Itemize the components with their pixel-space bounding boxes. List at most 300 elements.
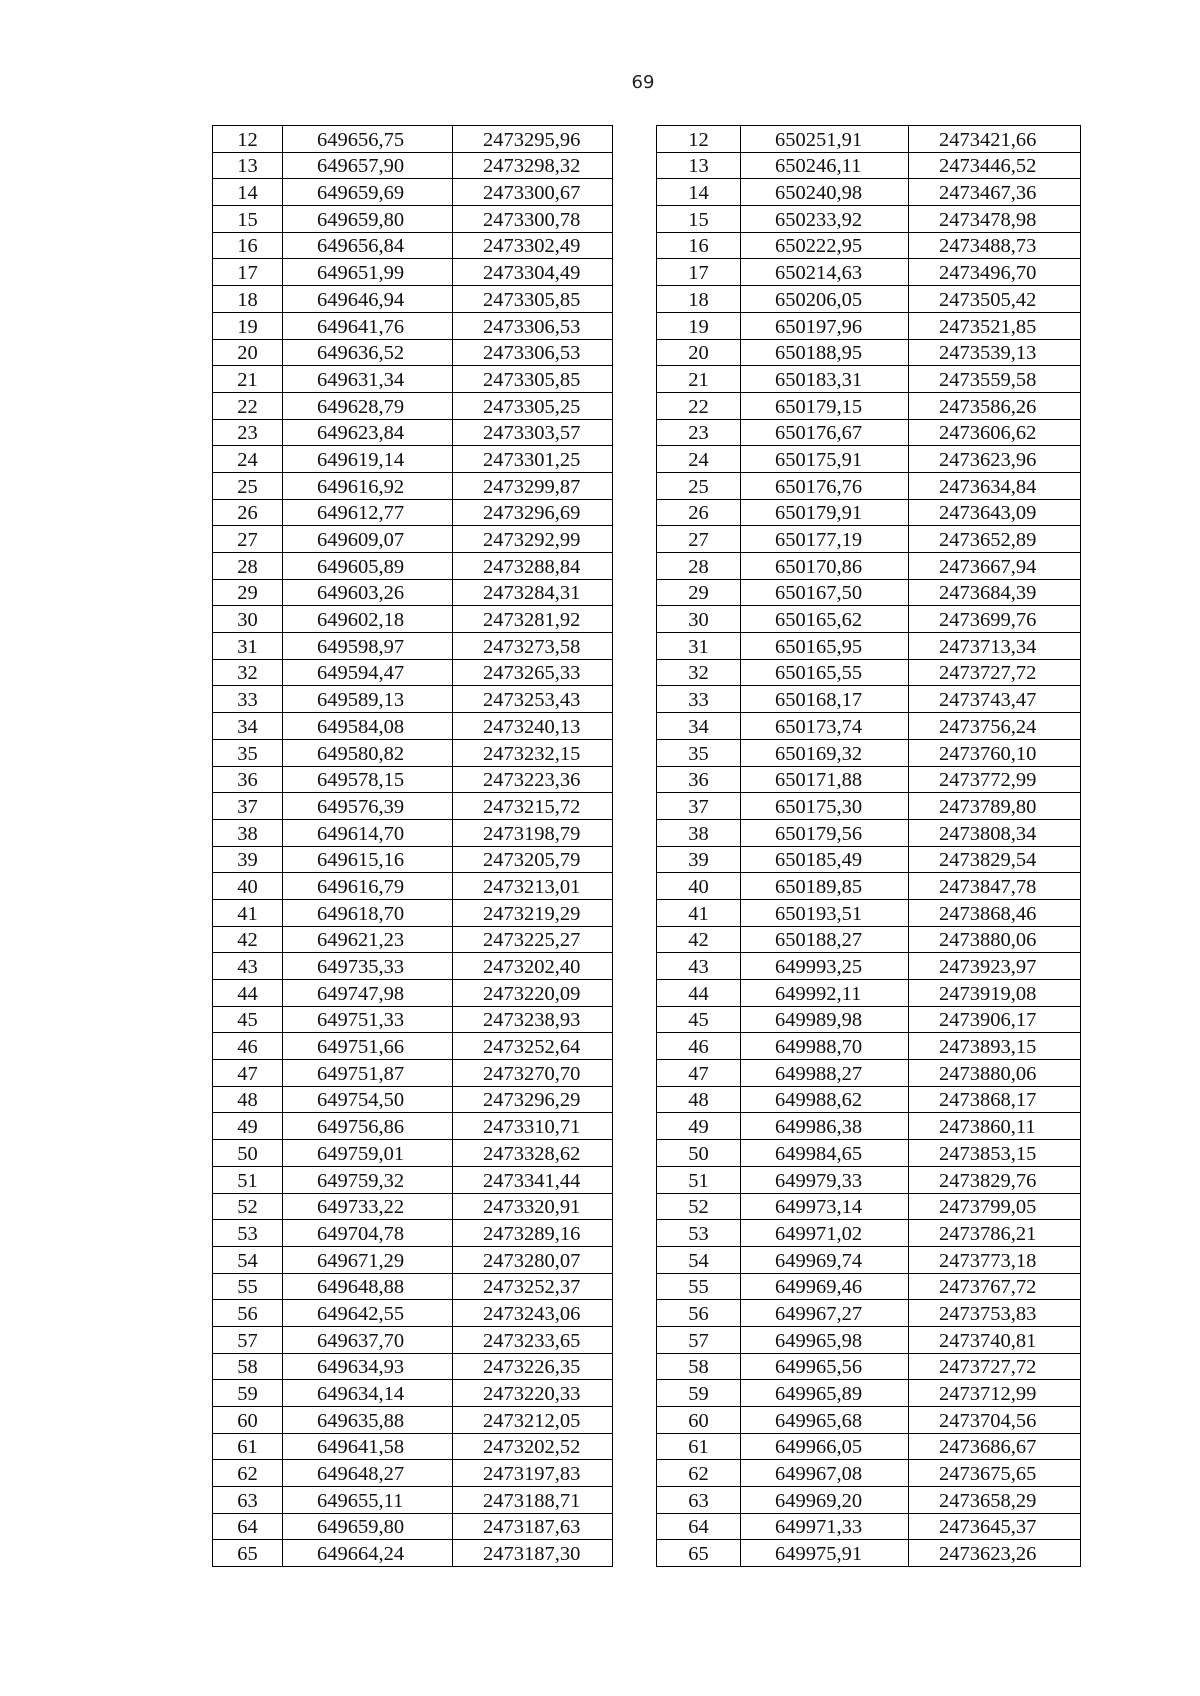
- left-x-coordinate: 649659,80: [283, 1513, 453, 1540]
- column-gap: [613, 472, 657, 499]
- right-y-coordinate: 2473667,94: [909, 553, 1081, 580]
- column-gap: [613, 1407, 657, 1434]
- left-y-coordinate: 2473226,35: [453, 1353, 613, 1380]
- right-point-number: 53: [657, 1220, 741, 1247]
- right-x-coordinate: 649992,11: [741, 980, 909, 1007]
- right-y-coordinate: 2473880,06: [909, 926, 1081, 953]
- left-point-number: 52: [213, 1193, 283, 1220]
- right-point-number: 21: [657, 366, 741, 393]
- left-x-coordinate: 649616,79: [283, 873, 453, 900]
- left-y-coordinate: 2473341,44: [453, 1166, 613, 1193]
- left-x-coordinate: 649618,70: [283, 899, 453, 926]
- left-point-number: 62: [213, 1460, 283, 1487]
- right-point-number: 49: [657, 1113, 741, 1140]
- table-row: [213, 526, 1081, 553]
- table-row: [213, 713, 1081, 740]
- left-point-number: 38: [213, 819, 283, 846]
- column-gap: [613, 206, 657, 233]
- table-row: [213, 980, 1081, 1007]
- left-y-coordinate: 2473328,62: [453, 1140, 613, 1167]
- column-gap: [613, 419, 657, 446]
- right-point-number: 37: [657, 793, 741, 820]
- column-gap: [613, 633, 657, 660]
- left-y-coordinate: 2473202,40: [453, 953, 613, 980]
- right-x-coordinate: 649967,27: [741, 1300, 909, 1327]
- left-y-coordinate: 2473300,78: [453, 206, 613, 233]
- right-x-coordinate: 650179,15: [741, 392, 909, 419]
- left-y-coordinate: 2473253,43: [453, 686, 613, 713]
- right-y-coordinate: 2473713,34: [909, 633, 1081, 660]
- table-row: [213, 633, 1081, 660]
- left-x-coordinate: 649671,29: [283, 1246, 453, 1273]
- right-point-number: 43: [657, 953, 741, 980]
- right-x-coordinate: 650173,74: [741, 713, 909, 740]
- table-row: [213, 926, 1081, 953]
- left-y-coordinate: 2473303,57: [453, 419, 613, 446]
- right-y-coordinate: 2473919,08: [909, 980, 1081, 1007]
- right-point-number: 64: [657, 1513, 741, 1540]
- right-y-coordinate: 2473727,72: [909, 1353, 1081, 1380]
- left-y-coordinate: 2473289,16: [453, 1220, 613, 1247]
- right-point-number: 30: [657, 606, 741, 633]
- right-y-coordinate: 2473521,85: [909, 312, 1081, 339]
- left-y-coordinate: 2473284,31: [453, 579, 613, 606]
- right-point-number: 15: [657, 206, 741, 233]
- table-row: [213, 312, 1081, 339]
- left-x-coordinate: 649759,32: [283, 1166, 453, 1193]
- right-x-coordinate: 649984,65: [741, 1140, 909, 1167]
- right-x-coordinate: 650246,11: [741, 152, 909, 179]
- left-y-coordinate: 2473306,53: [453, 312, 613, 339]
- column-gap: [613, 659, 657, 686]
- right-y-coordinate: 2473853,15: [909, 1140, 1081, 1167]
- left-x-coordinate: 649621,23: [283, 926, 453, 953]
- right-point-number: 25: [657, 472, 741, 499]
- left-point-number: 19: [213, 312, 283, 339]
- right-x-coordinate: 649988,27: [741, 1060, 909, 1087]
- column-gap: [613, 1487, 657, 1514]
- right-x-coordinate: 650179,56: [741, 819, 909, 846]
- right-point-number: 54: [657, 1246, 741, 1273]
- left-x-coordinate: 649646,94: [283, 286, 453, 313]
- left-point-number: 39: [213, 846, 283, 873]
- left-point-number: 16: [213, 232, 283, 259]
- right-y-coordinate: 2473586,26: [909, 392, 1081, 419]
- right-point-number: 20: [657, 339, 741, 366]
- right-x-coordinate: 650176,67: [741, 419, 909, 446]
- right-x-coordinate: 650169,32: [741, 739, 909, 766]
- table-row: [213, 446, 1081, 473]
- left-x-coordinate: 649733,22: [283, 1193, 453, 1220]
- left-y-coordinate: 2473273,58: [453, 633, 613, 660]
- left-x-coordinate: 649641,58: [283, 1433, 453, 1460]
- left-y-coordinate: 2473301,25: [453, 446, 613, 473]
- left-x-coordinate: 649656,84: [283, 232, 453, 259]
- left-y-coordinate: 2473281,92: [453, 606, 613, 633]
- right-y-coordinate: 2473658,29: [909, 1487, 1081, 1514]
- column-gap: [613, 1086, 657, 1113]
- column-gap: [613, 739, 657, 766]
- column-gap: [613, 579, 657, 606]
- left-y-coordinate: 2473198,79: [453, 819, 613, 846]
- column-gap: [613, 766, 657, 793]
- left-x-coordinate: 649589,13: [283, 686, 453, 713]
- right-y-coordinate: 2473623,96: [909, 446, 1081, 473]
- left-x-coordinate: 649584,08: [283, 713, 453, 740]
- left-y-coordinate: 2473219,29: [453, 899, 613, 926]
- left-point-number: 53: [213, 1220, 283, 1247]
- left-point-number: 21: [213, 366, 283, 393]
- right-point-number: 38: [657, 819, 741, 846]
- left-x-coordinate: 649751,66: [283, 1033, 453, 1060]
- table-row: [213, 206, 1081, 233]
- right-point-number: 44: [657, 980, 741, 1007]
- left-y-coordinate: 2473238,93: [453, 1006, 613, 1033]
- table-row: [213, 1193, 1081, 1220]
- column-gap: [613, 713, 657, 740]
- right-x-coordinate: 650177,19: [741, 526, 909, 553]
- coordinates-table: [212, 125, 1081, 1567]
- right-x-coordinate: 650206,05: [741, 286, 909, 313]
- table-row: [213, 366, 1081, 393]
- right-y-coordinate: 2473478,98: [909, 206, 1081, 233]
- left-y-coordinate: 2473280,07: [453, 1246, 613, 1273]
- column-gap: [613, 793, 657, 820]
- left-point-number: 54: [213, 1246, 283, 1273]
- table-row: [213, 739, 1081, 766]
- left-y-coordinate: 2473320,91: [453, 1193, 613, 1220]
- table-row: [213, 579, 1081, 606]
- left-point-number: 61: [213, 1433, 283, 1460]
- left-point-number: 25: [213, 472, 283, 499]
- right-x-coordinate: 649965,56: [741, 1353, 909, 1380]
- table-row: [213, 1353, 1081, 1380]
- coordinates-table-body: [213, 126, 1081, 1567]
- right-x-coordinate: 650183,31: [741, 366, 909, 393]
- right-x-coordinate: 649969,46: [741, 1273, 909, 1300]
- table-row: [213, 1487, 1081, 1514]
- left-x-coordinate: 649619,14: [283, 446, 453, 473]
- column-gap: [613, 1193, 657, 1220]
- right-x-coordinate: 650214,63: [741, 259, 909, 286]
- left-x-coordinate: 649648,27: [283, 1460, 453, 1487]
- right-point-number: 62: [657, 1460, 741, 1487]
- column-gap: [613, 1433, 657, 1460]
- table-row: [213, 1273, 1081, 1300]
- table-row: [213, 1166, 1081, 1193]
- left-point-number: 29: [213, 579, 283, 606]
- left-y-coordinate: 2473225,27: [453, 926, 613, 953]
- right-x-coordinate: 649971,02: [741, 1220, 909, 1247]
- right-x-coordinate: 650171,88: [741, 766, 909, 793]
- right-x-coordinate: 649989,98: [741, 1006, 909, 1033]
- left-x-coordinate: 649578,15: [283, 766, 453, 793]
- left-y-coordinate: 2473232,15: [453, 739, 613, 766]
- left-y-coordinate: 2473302,49: [453, 232, 613, 259]
- left-y-coordinate: 2473296,69: [453, 499, 613, 526]
- table-row: [213, 1060, 1081, 1087]
- left-y-coordinate: 2473240,13: [453, 713, 613, 740]
- right-x-coordinate: 649965,68: [741, 1407, 909, 1434]
- right-y-coordinate: 2473743,47: [909, 686, 1081, 713]
- right-point-number: 63: [657, 1487, 741, 1514]
- right-y-coordinate: 2473767,72: [909, 1273, 1081, 1300]
- right-x-coordinate: 649971,33: [741, 1513, 909, 1540]
- right-point-number: 16: [657, 232, 741, 259]
- column-gap: [613, 1460, 657, 1487]
- right-x-coordinate: 650176,76: [741, 472, 909, 499]
- left-point-number: 64: [213, 1513, 283, 1540]
- right-y-coordinate: 2473686,67: [909, 1433, 1081, 1460]
- left-y-coordinate: 2473220,33: [453, 1380, 613, 1407]
- left-y-coordinate: 2473292,99: [453, 526, 613, 553]
- table-row: [213, 766, 1081, 793]
- right-point-number: 36: [657, 766, 741, 793]
- left-point-number: 55: [213, 1273, 283, 1300]
- right-x-coordinate: 650170,86: [741, 553, 909, 580]
- right-y-coordinate: 2473753,83: [909, 1300, 1081, 1327]
- left-y-coordinate: 2473306,53: [453, 339, 613, 366]
- column-gap: [613, 526, 657, 553]
- right-point-number: 28: [657, 553, 741, 580]
- right-x-coordinate: 650165,55: [741, 659, 909, 686]
- right-x-coordinate: 650185,49: [741, 846, 909, 873]
- right-x-coordinate: 649965,89: [741, 1380, 909, 1407]
- left-point-number: 41: [213, 899, 283, 926]
- right-x-coordinate: 650222,95: [741, 232, 909, 259]
- column-gap: [613, 1140, 657, 1167]
- right-x-coordinate: 649973,14: [741, 1193, 909, 1220]
- left-point-number: 36: [213, 766, 283, 793]
- right-y-coordinate: 2473829,54: [909, 846, 1081, 873]
- right-point-number: 29: [657, 579, 741, 606]
- left-x-coordinate: 649747,98: [283, 980, 453, 1007]
- table-row: [213, 1380, 1081, 1407]
- right-y-coordinate: 2473799,05: [909, 1193, 1081, 1220]
- left-point-number: 44: [213, 980, 283, 1007]
- right-y-coordinate: 2473880,06: [909, 1060, 1081, 1087]
- left-point-number: 30: [213, 606, 283, 633]
- right-point-number: 52: [657, 1193, 741, 1220]
- left-y-coordinate: 2473265,33: [453, 659, 613, 686]
- left-point-number: 22: [213, 392, 283, 419]
- right-y-coordinate: 2473868,17: [909, 1086, 1081, 1113]
- left-y-coordinate: 2473299,87: [453, 472, 613, 499]
- left-x-coordinate: 649641,76: [283, 312, 453, 339]
- left-point-number: 27: [213, 526, 283, 553]
- table-row: [213, 899, 1081, 926]
- right-x-coordinate: 650188,95: [741, 339, 909, 366]
- left-point-number: 17: [213, 259, 283, 286]
- right-x-coordinate: 650197,96: [741, 312, 909, 339]
- column-gap: [613, 1033, 657, 1060]
- right-x-coordinate: 650175,91: [741, 446, 909, 473]
- right-point-number: 22: [657, 392, 741, 419]
- left-point-number: 31: [213, 633, 283, 660]
- right-y-coordinate: 2473606,62: [909, 419, 1081, 446]
- right-point-number: 50: [657, 1140, 741, 1167]
- left-y-coordinate: 2473252,64: [453, 1033, 613, 1060]
- left-y-coordinate: 2473310,71: [453, 1113, 613, 1140]
- left-x-coordinate: 649651,99: [283, 259, 453, 286]
- table-row: [213, 472, 1081, 499]
- left-point-number: 18: [213, 286, 283, 313]
- column-gap: [613, 606, 657, 633]
- right-point-number: 13: [657, 152, 741, 179]
- right-y-coordinate: 2473923,97: [909, 953, 1081, 980]
- left-y-coordinate: 2473215,72: [453, 793, 613, 820]
- left-x-coordinate: 649655,11: [283, 1487, 453, 1514]
- left-y-coordinate: 2473295,96: [453, 126, 613, 153]
- table-row: [213, 819, 1081, 846]
- column-gap: [613, 339, 657, 366]
- left-point-number: 65: [213, 1540, 283, 1567]
- right-point-number: 56: [657, 1300, 741, 1327]
- column-gap: [613, 819, 657, 846]
- left-y-coordinate: 2473188,71: [453, 1487, 613, 1514]
- table-row: [213, 1140, 1081, 1167]
- right-point-number: 18: [657, 286, 741, 313]
- left-x-coordinate: 649751,33: [283, 1006, 453, 1033]
- right-point-number: 26: [657, 499, 741, 526]
- column-gap: [613, 312, 657, 339]
- left-x-coordinate: 649756,86: [283, 1113, 453, 1140]
- right-y-coordinate: 2473675,65: [909, 1460, 1081, 1487]
- left-point-number: 14: [213, 179, 283, 206]
- left-y-coordinate: 2473205,79: [453, 846, 613, 873]
- column-gap: [613, 1513, 657, 1540]
- left-point-number: 15: [213, 206, 283, 233]
- left-y-coordinate: 2473270,70: [453, 1060, 613, 1087]
- column-gap: [613, 259, 657, 286]
- table-row: [213, 606, 1081, 633]
- right-y-coordinate: 2473496,70: [909, 259, 1081, 286]
- right-y-coordinate: 2473446,52: [909, 152, 1081, 179]
- right-point-number: 61: [657, 1433, 741, 1460]
- right-x-coordinate: 649969,20: [741, 1487, 909, 1514]
- column-gap: [613, 286, 657, 313]
- right-x-coordinate: 649993,25: [741, 953, 909, 980]
- table-row: [213, 499, 1081, 526]
- right-y-coordinate: 2473756,24: [909, 713, 1081, 740]
- left-x-coordinate: 649656,75: [283, 126, 453, 153]
- table-row: [213, 392, 1081, 419]
- right-x-coordinate: 650175,30: [741, 793, 909, 820]
- column-gap: [613, 392, 657, 419]
- left-x-coordinate: 649598,97: [283, 633, 453, 660]
- left-y-coordinate: 2473233,65: [453, 1326, 613, 1353]
- table-row: [213, 1326, 1081, 1353]
- right-x-coordinate: 650233,92: [741, 206, 909, 233]
- table-row: [213, 846, 1081, 873]
- right-point-number: 34: [657, 713, 741, 740]
- left-point-number: 47: [213, 1060, 283, 1087]
- left-point-number: 13: [213, 152, 283, 179]
- right-x-coordinate: 650240,98: [741, 179, 909, 206]
- left-y-coordinate: 2473298,32: [453, 152, 613, 179]
- right-point-number: 12: [657, 126, 741, 153]
- left-y-coordinate: 2473220,09: [453, 980, 613, 1007]
- left-x-coordinate: 649612,77: [283, 499, 453, 526]
- left-point-number: 28: [213, 553, 283, 580]
- right-x-coordinate: 649965,98: [741, 1326, 909, 1353]
- left-x-coordinate: 649636,52: [283, 339, 453, 366]
- right-y-coordinate: 2473539,13: [909, 339, 1081, 366]
- column-gap: [613, 1300, 657, 1327]
- table-row: [213, 659, 1081, 686]
- right-point-number: 31: [657, 633, 741, 660]
- column-gap: [613, 1113, 657, 1140]
- table-row: [213, 1033, 1081, 1060]
- column-gap: [613, 366, 657, 393]
- column-gap: [613, 232, 657, 259]
- right-y-coordinate: 2473906,17: [909, 1006, 1081, 1033]
- left-point-number: 20: [213, 339, 283, 366]
- left-x-coordinate: 649628,79: [283, 392, 453, 419]
- column-gap: [613, 1166, 657, 1193]
- right-y-coordinate: 2473808,34: [909, 819, 1081, 846]
- table-row: [213, 259, 1081, 286]
- left-x-coordinate: 649637,70: [283, 1326, 453, 1353]
- column-gap: [613, 179, 657, 206]
- left-x-coordinate: 649751,87: [283, 1060, 453, 1087]
- column-gap: [613, 1273, 657, 1300]
- right-point-number: 60: [657, 1407, 741, 1434]
- right-x-coordinate: 650193,51: [741, 899, 909, 926]
- left-y-coordinate: 2473305,85: [453, 366, 613, 393]
- right-y-coordinate: 2473634,84: [909, 472, 1081, 499]
- table-row: [213, 1540, 1081, 1567]
- left-x-coordinate: 649631,34: [283, 366, 453, 393]
- left-y-coordinate: 2473243,06: [453, 1300, 613, 1327]
- right-y-coordinate: 2473786,21: [909, 1220, 1081, 1247]
- right-point-number: 14: [657, 179, 741, 206]
- right-x-coordinate: 650251,91: [741, 126, 909, 153]
- column-gap: [613, 1326, 657, 1353]
- left-y-coordinate: 2473304,49: [453, 259, 613, 286]
- left-x-coordinate: 649759,01: [283, 1140, 453, 1167]
- right-y-coordinate: 2473860,11: [909, 1113, 1081, 1140]
- right-x-coordinate: 650165,62: [741, 606, 909, 633]
- left-x-coordinate: 649754,50: [283, 1086, 453, 1113]
- right-x-coordinate: 650188,27: [741, 926, 909, 953]
- right-x-coordinate: 650179,91: [741, 499, 909, 526]
- table-row: [213, 1513, 1081, 1540]
- left-point-number: 23: [213, 419, 283, 446]
- left-point-number: 51: [213, 1166, 283, 1193]
- table-row: [213, 1006, 1081, 1033]
- left-x-coordinate: 649648,88: [283, 1273, 453, 1300]
- table-row: [213, 686, 1081, 713]
- right-x-coordinate: 649975,91: [741, 1540, 909, 1567]
- left-x-coordinate: 649635,88: [283, 1407, 453, 1434]
- left-point-number: 42: [213, 926, 283, 953]
- left-x-coordinate: 649614,70: [283, 819, 453, 846]
- left-x-coordinate: 649634,93: [283, 1353, 453, 1380]
- left-point-number: 24: [213, 446, 283, 473]
- left-x-coordinate: 649704,78: [283, 1220, 453, 1247]
- left-y-coordinate: 2473187,63: [453, 1513, 613, 1540]
- left-x-coordinate: 649615,16: [283, 846, 453, 873]
- right-y-coordinate: 2473868,46: [909, 899, 1081, 926]
- right-point-number: 51: [657, 1166, 741, 1193]
- right-point-number: 55: [657, 1273, 741, 1300]
- left-x-coordinate: 649616,92: [283, 472, 453, 499]
- left-point-number: 63: [213, 1487, 283, 1514]
- left-point-number: 33: [213, 686, 283, 713]
- left-y-coordinate: 2473197,83: [453, 1460, 613, 1487]
- table-row: [213, 179, 1081, 206]
